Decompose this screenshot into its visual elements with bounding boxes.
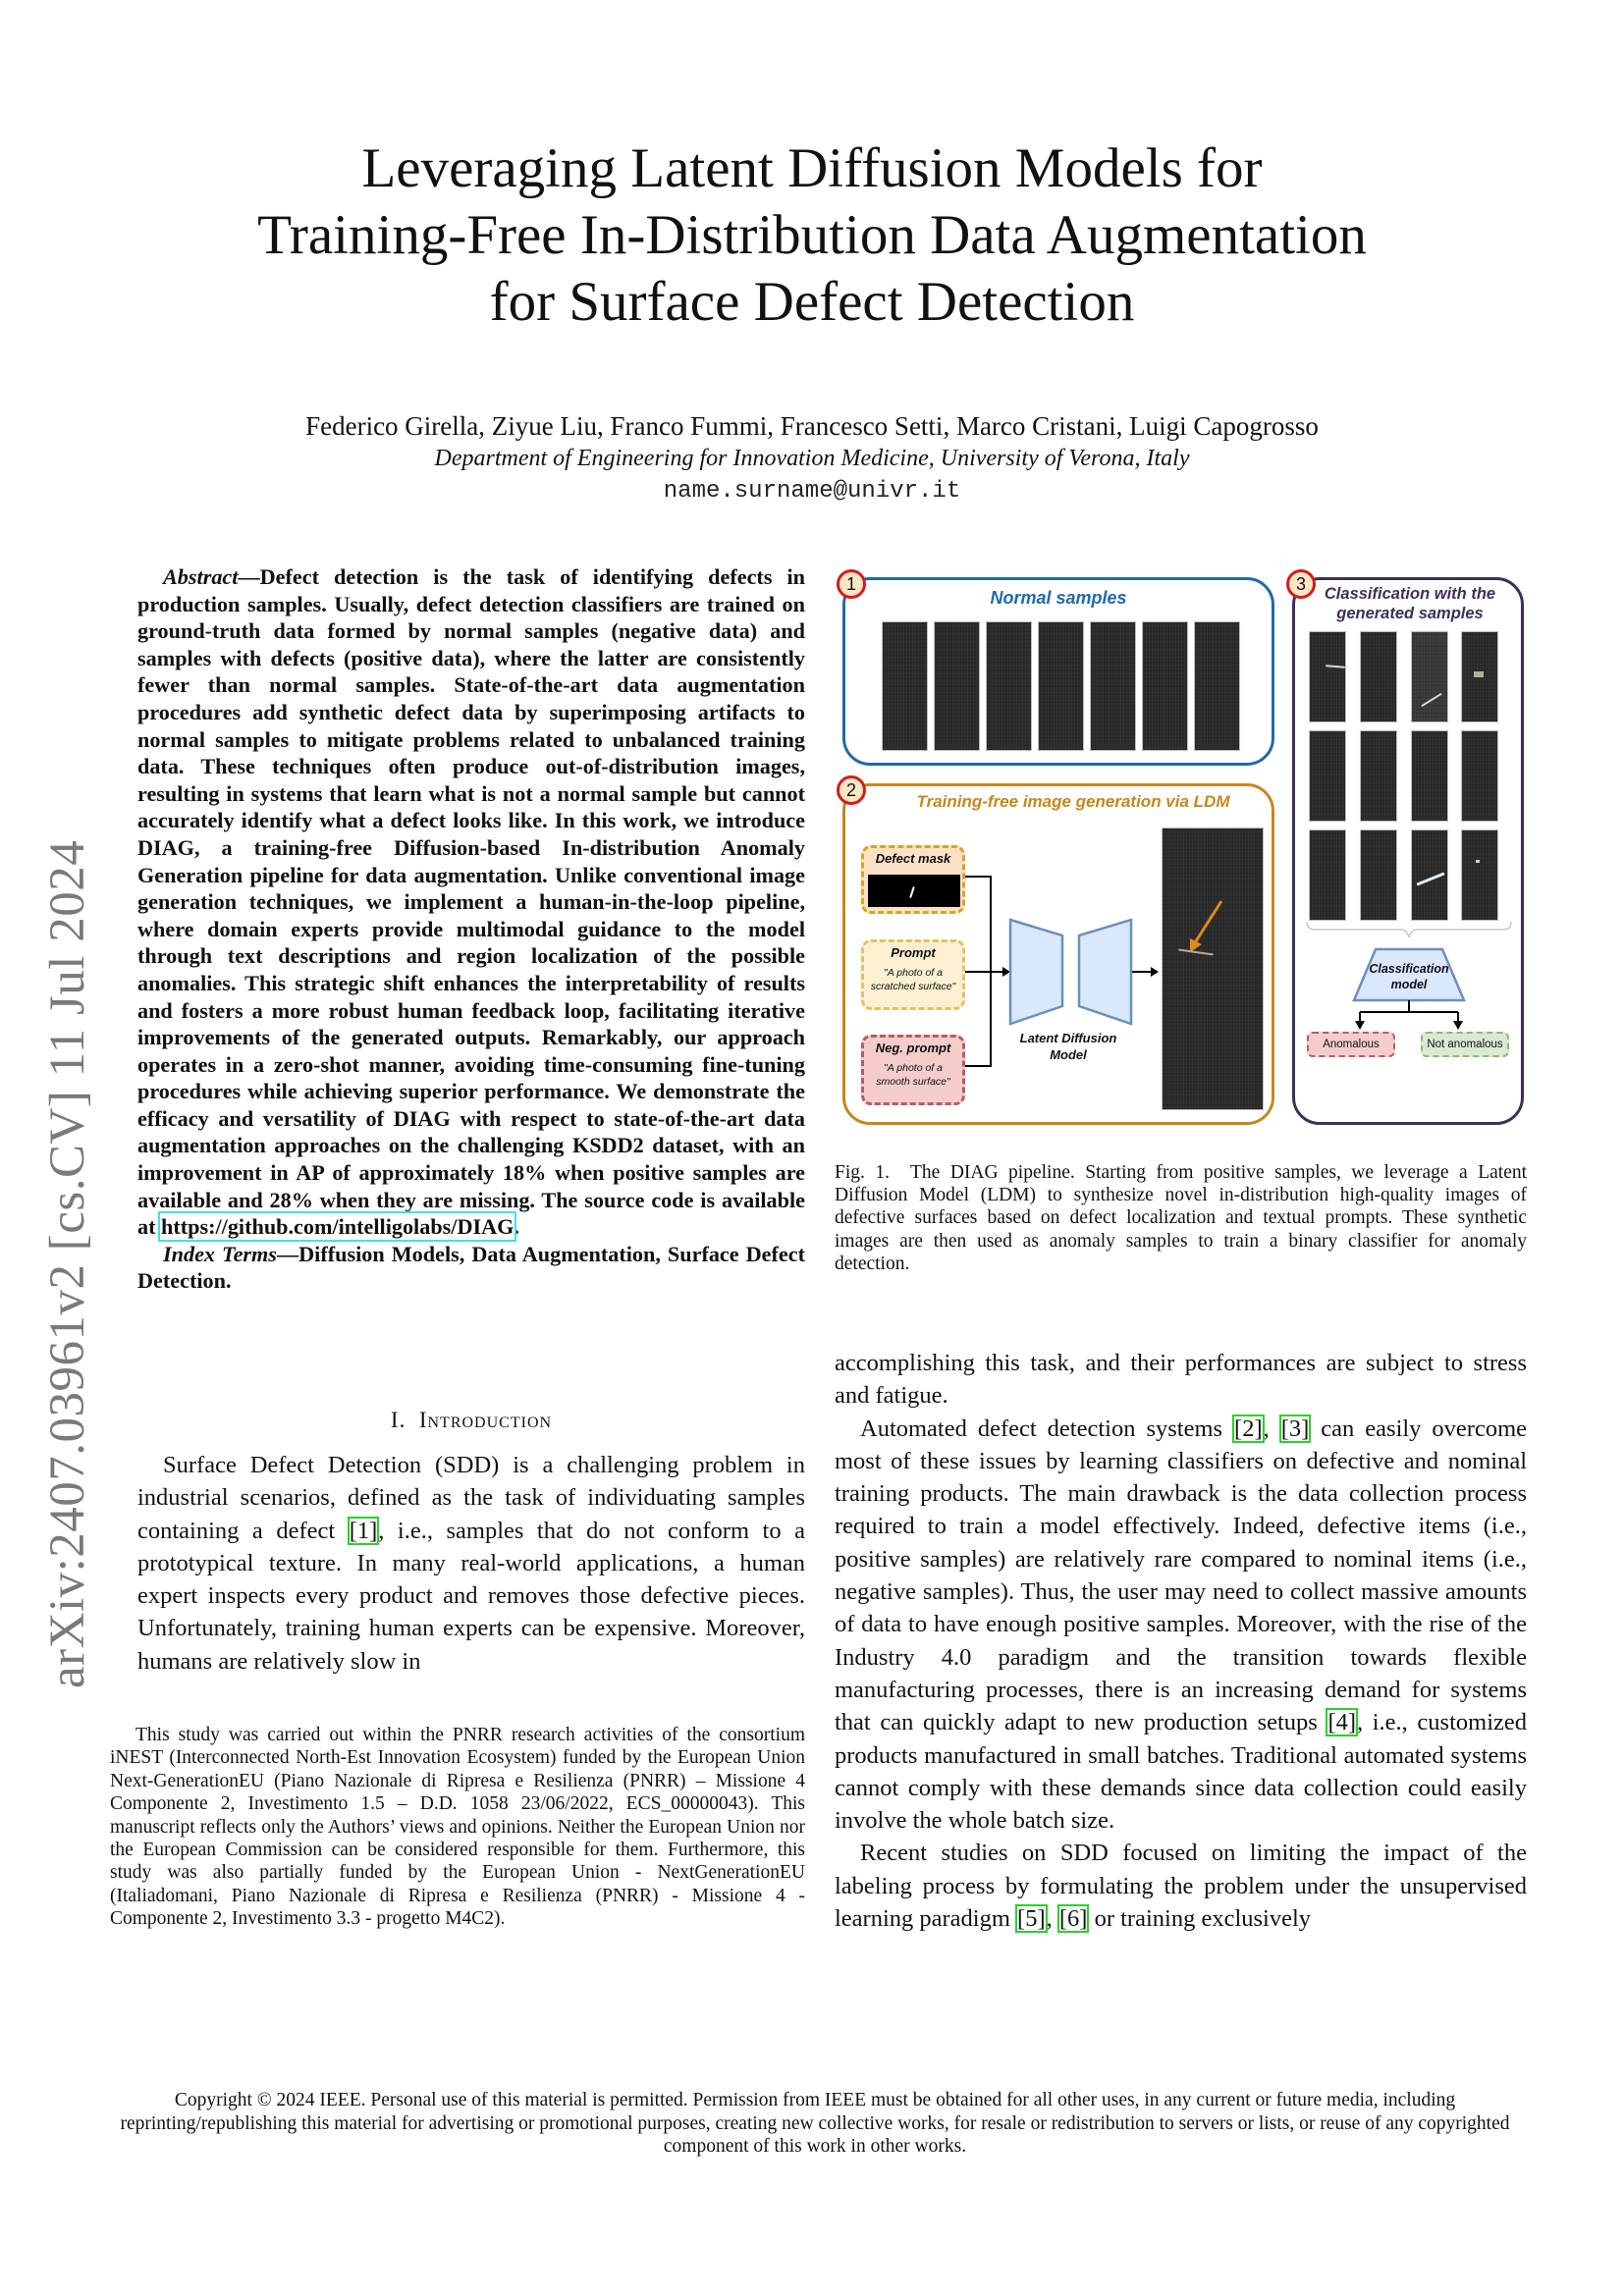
funding-footnote: This study was carried out within the PNRR research activities of the consortium iNEST (Interconnected North-Est Innovation Ecosystem) funded by the European Union Next-GenerationEU (Piano Nazionale di Ripresa e Resilienza (PNRR) – Missione 4 Componente 2, Investimento 1.5 – D.D. 1058 23/06/2022, ECS_00000043). This manuscript reflects only the Authors’ views and opinions. Neither the European Union nor the European Commission can be considered responsible for them. Furthermore, this study was also partially funded by the European Union - NextGenerationEU (Italiadomani, Piano Nazionale di Ripresa e Resilienza (PNRR) - Missione 4 - Componente 2, Investimento 3.3 - progetto M4C2).: [110, 1725, 805, 1930]
title-line-2: Training-Free In-Distribution Data Augmentation: [257, 204, 1367, 266]
citation-3[interactable]: [3]: [1280, 1415, 1310, 1442]
negative-prompt-box: Neg. prompt "A photo of a smooth surface": [861, 1035, 965, 1105]
prompt-box: Prompt "A photo of a scratched surface": [861, 939, 965, 1010]
panel-normal-samples: [842, 577, 1274, 766]
copyright-notice: Copyright © 2024 IEEE. Personal use of this material is permitted. Permission from IEEE must be obtained for all other uses, in any current or future media, including reprinting/republishing this material for advertising or promotional purposes, creating new collective works, for resale or redistribution to servers or lists, or reuse of any copyrighted component of this work in other works.: [120, 2090, 1510, 2157]
authors: Federico Girella, Ziyue Liu, Franco Fummi, Francesco Setti, Marco Cristani, Luigi Capogrosso: [305, 411, 1319, 441]
panel-classification: [1292, 577, 1524, 1125]
abstract: Abstract—Defect detection is the task of identifying defects in production samples. Usually, defect detection classifiers are trained on ground-truth data formed by normal samples (negative data) and samples with defects (positive data), where the latter are consistently fewer than normal samples. State-of-the-art data augmentation procedures add synthetic defect data by superimposing artifacts to normal samples to mitigate problems related to unbalanced training data. These techniques often produce out-of-distribution images, resulting in systems that learn what is not a normal sample but cannot accurately identify what a defect looks like. In this work, we introduce DIAG, a training-free Diffusion-based In-distribution Anomaly Generation pipeline for data augmentation. Unlike conventional image generation techniques, we implement a human-in-the-loop pipeline, where domain experts provide multimodal guidance to the model through text descriptions and region localization of the possible anomalies. This strategic shift enhances the interpretability of results and fosters a more robust human feedback loop, facilitating iterative improvements of the generated outputs. Remarkably, our approach operates in a zero-shot manner, avoiding time-consuming fine-tuning procedures while achieving superior performance. We demonstrate the efficacy and versatility of DIAG with respect to state-of-the-art data augmentation approaches on the challenging KSDD2 dataset, with an improvement in AP of approximately 18% when positive samples are available and 28% when they are missing. The source code is available at https://github.com/intelligolabs/DIAG. Index Terms—Diffusion Models, Data Augmentation, Surface Defect Detection.: [137, 564, 806, 1294]
title-line-1: Leveraging Latent Diffusion Models for: [361, 137, 1263, 199]
normal-sample-image: [1142, 621, 1188, 751]
normal-sample-image: [1038, 621, 1084, 751]
index-terms: Diffusion Models, Data Augmentation, Surface Defect Detection.: [137, 1241, 806, 1294]
intro-paragraph-3: Recent studies on SDD focused on limiting the impact of the labeling process by formulating the problem under the unsupervised learning paradigm [5], [6] or training exclusively: [835, 1840, 1527, 1933]
generated-defect-image: [1162, 828, 1264, 1110]
step-badge-1: 1: [837, 569, 866, 599]
title-line-3: for Surface Defect Detection: [489, 271, 1135, 333]
abstract-label: Abstract: [163, 564, 239, 589]
figure-caption: [835, 1161, 1527, 1275]
arxiv-stamp-text: arXiv:2407.03961v2 [cs.CV] 11 Jul 2024: [40, 839, 95, 1688]
paper-title: [98, 135, 1526, 336]
abstract-text: Defect detection is the task of identifying defects in production samples. Usually, defect detection classifiers are trained on ground-truth data formed by normal samples (negative data) and samples with defects (positive data), where the latter are consistently fewer than normal samples. State-of-the-art data augmentation procedures add synthetic defect data by superimposing artifacts to normal samples to mitigate problems related to unbalanced training data. These techniques often produce out-of-distribution images, resulting in systems that learn what is not a normal sample but cannot accurately identify what a defect looks like. In this work, we introduce DIAG, a training-free Diffusion-based In-distribution Anomaly Generation pipeline for data augmentation. Unlike conventional image generation techniques, we implement a human-in-the-loop pipeline, where domain experts provide multimodal guidance to the model through text descriptions and region localization of the possible anomalies. This strategic shift enhances the interpretability of results and fosters a more robust human feedback loop, facilitating iterative improvements of the generated outputs. Remarkably, our approach operates in a zero-shot manner, avoiding time-consuming fine-tuning procedures while achieving superior performance. We demonstrate the efficacy and versatility of DIAG with respect to state-of-the-art data augmentation approaches on the challenging KSDD2 dataset, with an improvement in AP of approximately 18% when positive samples are available and 28% when they are missing. The source code is available at: [137, 564, 805, 1240]
ldm-label: Latent Diffusion Model: [1019, 1031, 1117, 1062]
caption-label: Fig. 1.: [835, 1162, 891, 1183]
normal-sample-image: [882, 621, 928, 751]
intro-paragraph-2: Automated defect detection systems [2], [3] can easily overcome most of these issues by learning classifiers on defective and nominal training products. The main drawback is the data collection process required to train a model effectively. Indeed, defective items (i.e., positive samples) are relatively rare compared to nominal items (i.e., negative samples). Thus, the user may need to collect massive amounts of data to have enough positive samples. Moreover, with the rise of the Industry 4.0 paradigm and the transition towards flexible manufacturing processes, there is an increasing demand for systems that can quickly adapt to new production setups [4], i.e., customized products manufactured in small batches. Traditional automated systems cannot comply with these demands since data collection could easily involve the whole batch size.: [835, 1415, 1528, 1835]
defect-mask-box: Defect mask: [861, 845, 965, 914]
panel-1-title: Normal samples: [990, 588, 1127, 608]
panel-2-title: Training-free image generation via LDM: [916, 792, 1230, 811]
affiliation: Department of Engineering for Innovation Medicine, University of Verona, Italy: [434, 446, 1190, 471]
step-badge-2: 2: [837, 775, 866, 805]
citation-2[interactable]: [2]: [1234, 1415, 1263, 1442]
panel-image-generation: [842, 783, 1274, 1125]
section-heading-introduction: I. Introduction: [390, 1408, 553, 1432]
figure-1-diag-pipeline: [835, 565, 1532, 1145]
caption-text: The DIAG pipeline. Starting from positive samples, we leverage a Latent Diffusion Model (LDM) to synthesize novel in-distribution high-quality images of defective surfaces based on defect localization and textual prompts. These synthetic images are then used as anomaly samples to train a binary classifier for anomaly detection.: [835, 1162, 1528, 1274]
defect-arrow-icon: [1186, 899, 1225, 954]
normal-sample-image: [1090, 621, 1136, 751]
citation-5[interactable]: [5]: [1017, 1905, 1046, 1933]
normal-sample-image: [934, 621, 980, 751]
intro-right-column: accomplishing this task, and their performances are subject to stress and fatigue. Automated defect detection systems [2], [3] can easily overcome most of these issues by learning classifiers on defective and nominal training products. The main drawback is the data collection process required to train a model effectively. Indeed, defective items (i.e., positive samples) are relatively rare compared to nominal items (i.e., negative samples). Thus, the user may need to collect massive amounts of data to have enough positive samples. Moreover, with the rise of the Industry 4.0 paradigm and the transition towards flexible manufacturing processes, there is an increasing demand for systems that can quickly adapt to new production setups [4], i.e., customized products manufactured in small batches. Traditional automated systems cannot comply with these demands since data collection could easily involve the whole batch size. Recent studies on SDD focused on limiting the impact of the labeling process by formulating the problem under the unsupervised learning paradigm [5], [6] or training exclusively: [835, 1347, 1527, 1935]
index-terms-label: Index Terms: [163, 1241, 277, 1266]
output-anomalous: Anomalous: [1307, 1032, 1395, 1057]
normal-sample-image: [1194, 621, 1240, 751]
panel-3-title: Classification with the generated samples: [1324, 585, 1496, 622]
classification-model-label: Classification model: [1369, 962, 1449, 991]
email: name.surname@univr.it: [663, 478, 961, 505]
intro-paragraph-1: Surface Defect Detection (SDD) is a challenging problem in industrial scenarios, defined as the task of individuating samples containing a defect [1], i.e., samples that do not conform to a prototypical texture. In many real-world applications, a human expert inspects every product and removes those defective pieces. Unfortunately, training human experts can be expensive. Moreover, humans are relatively slow in: [137, 1452, 805, 1675]
citation-6[interactable]: [6]: [1058, 1905, 1088, 1933]
output-not-anomalous: Not anomalous: [1421, 1032, 1509, 1057]
normal-sample-image: [986, 621, 1032, 751]
step-badge-3: 3: [1286, 569, 1316, 599]
citation-4[interactable]: [4]: [1327, 1709, 1357, 1736]
arxiv-stamp: [33, 687, 102, 1688]
citation-1[interactable]: [1]: [349, 1517, 378, 1544]
source-code-link[interactable]: https://github.com/intelligolabs/DIAG: [161, 1214, 514, 1240]
